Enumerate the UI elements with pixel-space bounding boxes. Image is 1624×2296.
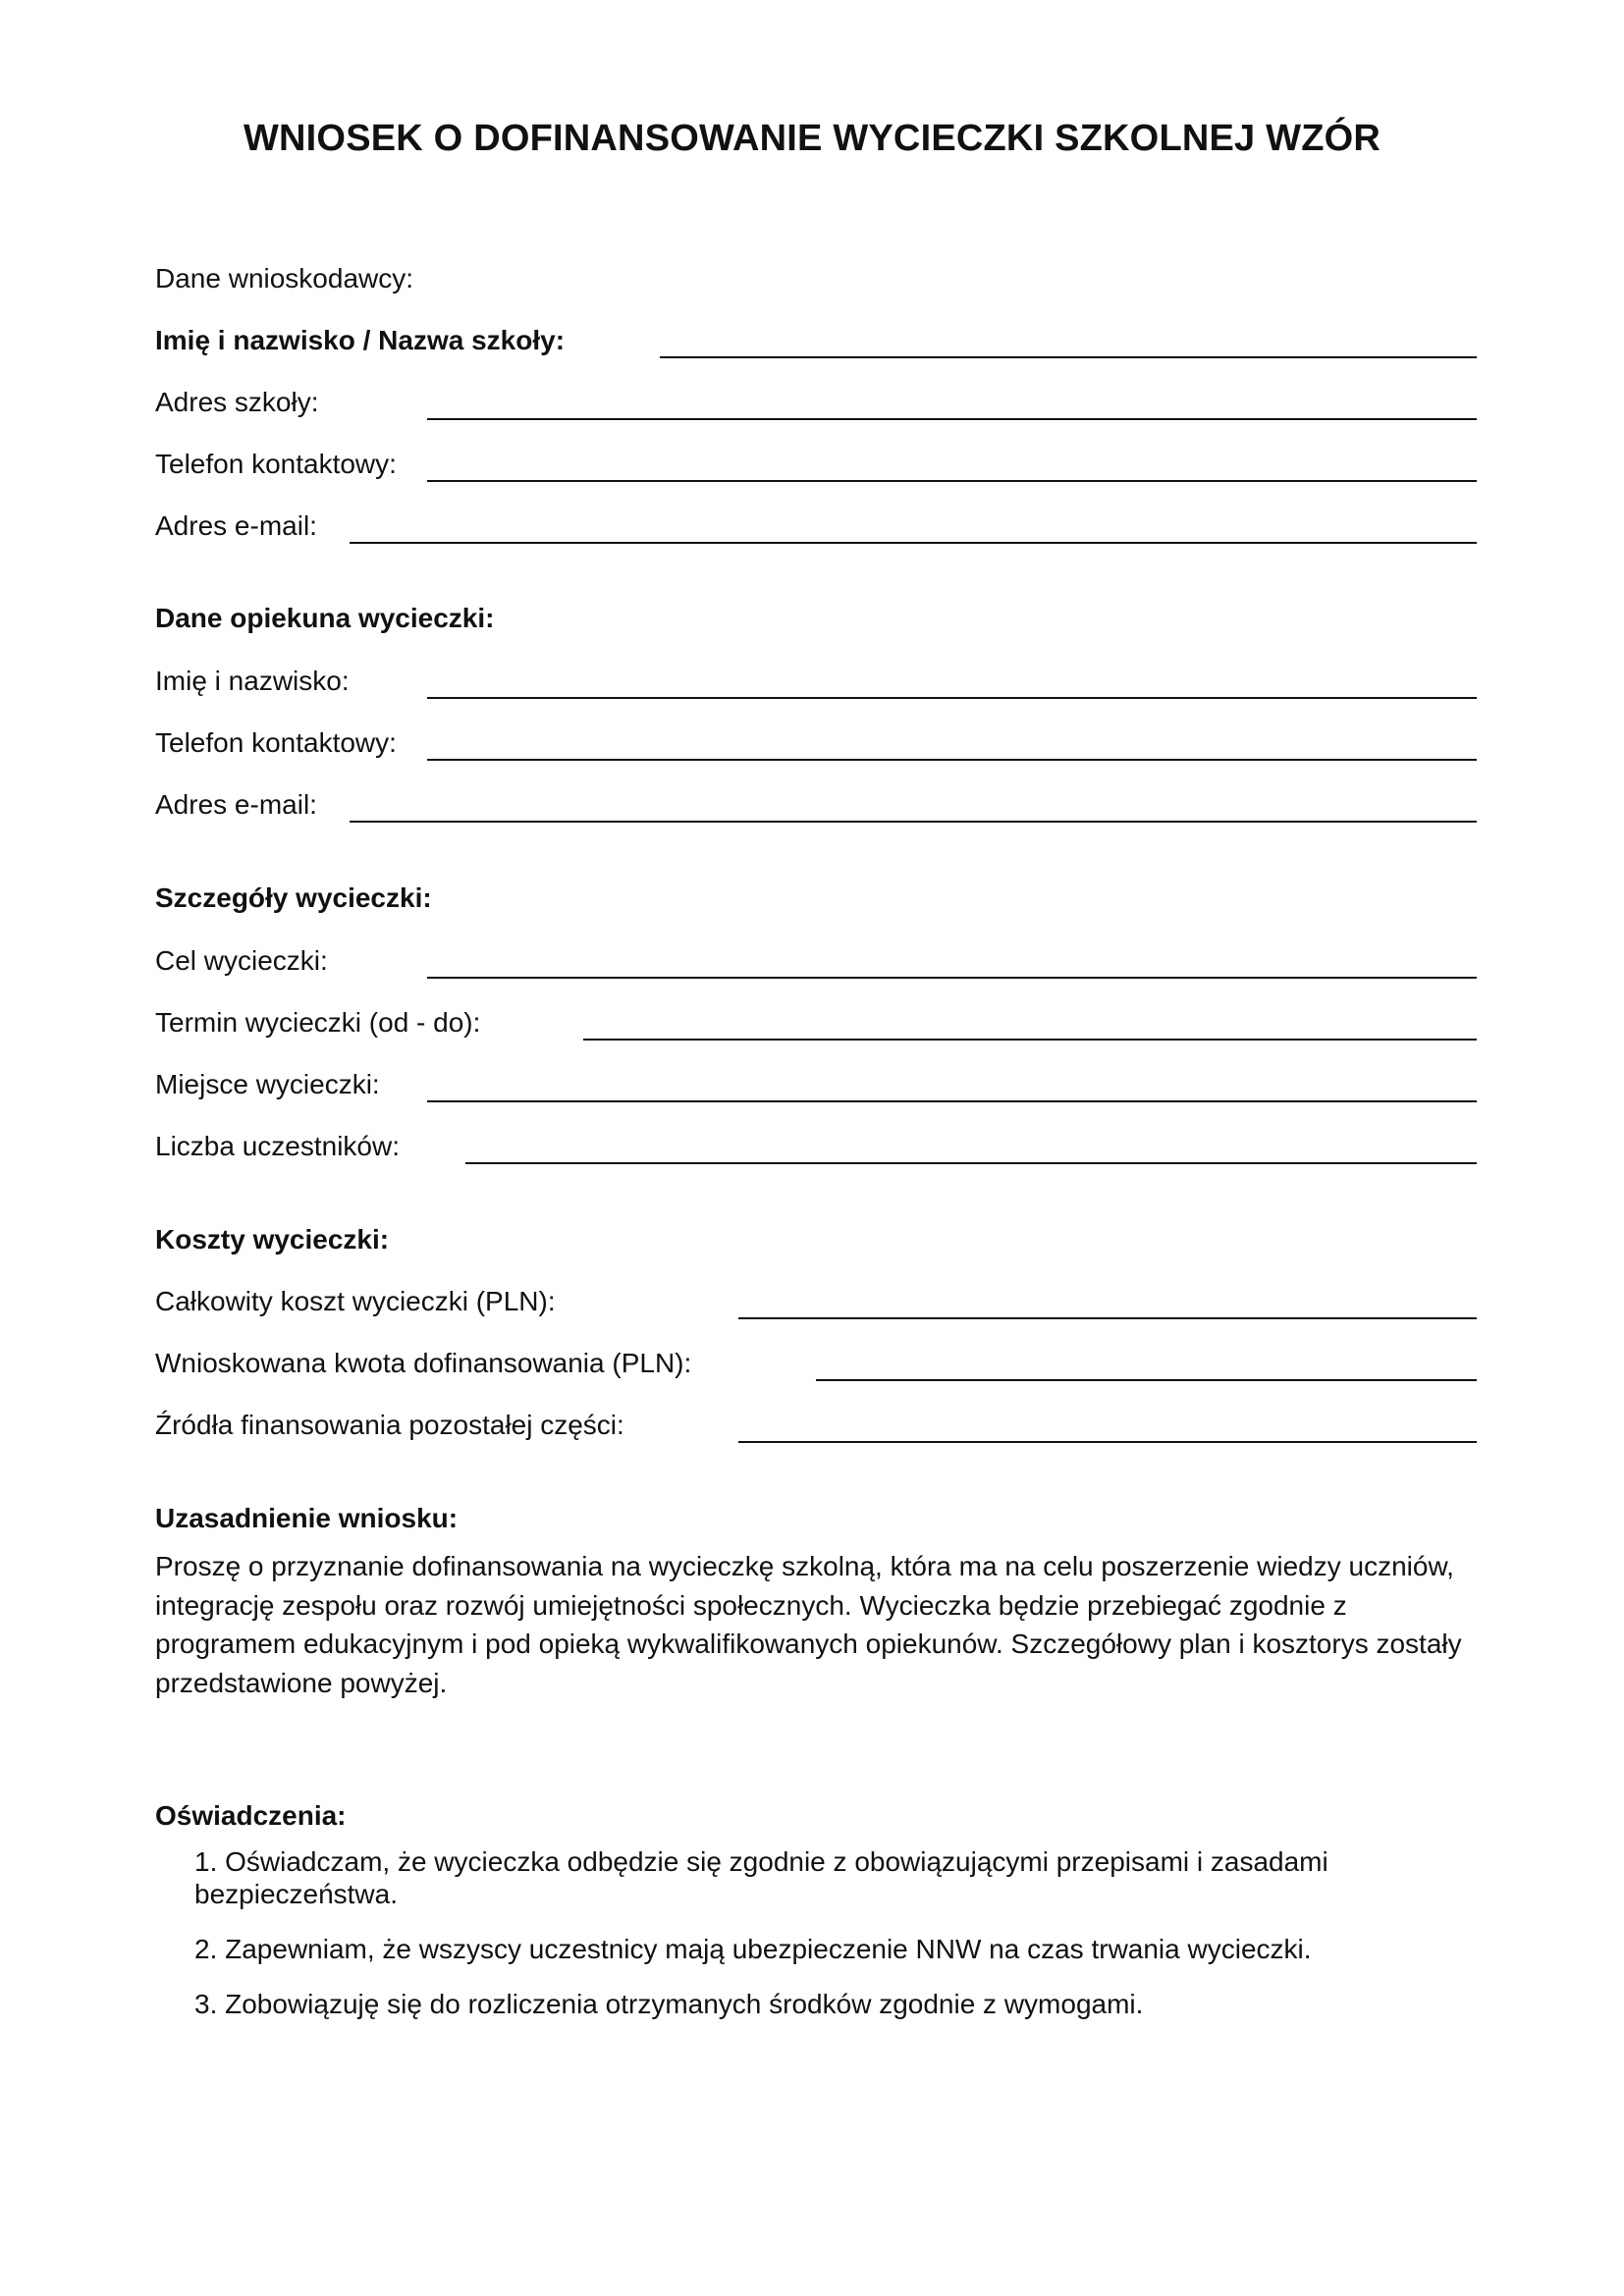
applicant-heading: Dane wnioskodawcy: [155, 263, 414, 294]
costs-requested-field[interactable] [816, 1379, 1477, 1381]
costs-requested-label: Wnioskowana kwota dofinansowania (PLN): [155, 1348, 692, 1378]
justification-heading: Uzasadnienie wniosku: [155, 1503, 459, 1533]
costs-sources-label: Źródła finansowania pozostałej części: [155, 1410, 624, 1440]
costs-sources-field[interactable] [738, 1441, 1477, 1443]
applicant-email-label: Adres e-mail: [155, 510, 317, 541]
statement-item: 1. Oświadczam, że wycieczka odbędzie się zgodnie z obowiązującymi przepisami i zasadami bezpieczeństwa. [194, 1846, 1328, 1909]
costs-total-field[interactable] [738, 1317, 1477, 1319]
document-title: WNIOSEK O DOFINANSOWANIE WYCIECZKI SZKOLNEJ WZÓR [243, 118, 1381, 159]
guardian-name-field[interactable] [427, 697, 1477, 699]
trip-dates-field[interactable] [583, 1039, 1477, 1041]
trip-goal-field[interactable] [427, 977, 1477, 979]
trip-dates-label: Termin wycieczki (od - do): [155, 1007, 481, 1038]
applicant-email-field[interactable] [350, 542, 1477, 544]
guardian-phone-label: Telefon kontaktowy: [155, 727, 397, 758]
costs-total-label: Całkowity koszt wycieczki (PLN): [155, 1286, 556, 1316]
applicant-address-field[interactable] [427, 418, 1477, 420]
statement-item: 2. Zapewniam, że wszyscy uczestnicy mają ubezpieczenie NNW na czas trwania wycieczki. [194, 1934, 1312, 1964]
trip-place-field[interactable] [427, 1100, 1477, 1102]
statements-heading: Oświadczenia: [155, 1800, 347, 1831]
guardian-phone-field[interactable] [427, 759, 1477, 761]
applicant-name-field[interactable] [660, 356, 1477, 358]
applicant-phone-label: Telefon kontaktowy: [155, 449, 397, 479]
trip-place-label: Miejsce wycieczki: [155, 1069, 380, 1099]
justification-text: Proszę o przyznanie dofinansowania na wycieczkę szkolną, która ma na celu poszerzenie wiedzy uczniów, integrację zespołu oraz rozwój umiejętności społecznych. Wycieczka będzie przebiegać zgodnie z programem edukacyjnym i pod opieką wykwalifikowanych opiekunów. Szczegółowy plan i kosztorys zostały przedstawione powyżej. [155, 1551, 1462, 1698]
guardian-heading: Dane opiekuna wycieczki: [155, 603, 495, 633]
trip-participants-label: Liczba uczestników: [155, 1131, 401, 1161]
guardian-name-label: Imię i nazwisko: [155, 666, 350, 696]
costs-heading: Koszty wycieczki: [155, 1224, 390, 1255]
guardian-email-field[interactable] [350, 821, 1477, 823]
statement-item: 3. Zobowiązuję się do rozliczenia otrzymanych środków zgodnie z wymogami. [194, 1989, 1144, 2019]
applicant-phone-field[interactable] [427, 480, 1477, 482]
applicant-name-label: Imię i nazwisko / Nazwa szkoły: [155, 325, 566, 355]
trip-heading: Szczegóły wycieczki: [155, 882, 432, 913]
guardian-email-label: Adres e-mail: [155, 789, 317, 820]
trip-goal-label: Cel wycieczki: [155, 945, 328, 976]
trip-participants-field[interactable] [465, 1162, 1477, 1164]
applicant-address-label: Adres szkoły: [155, 387, 319, 417]
